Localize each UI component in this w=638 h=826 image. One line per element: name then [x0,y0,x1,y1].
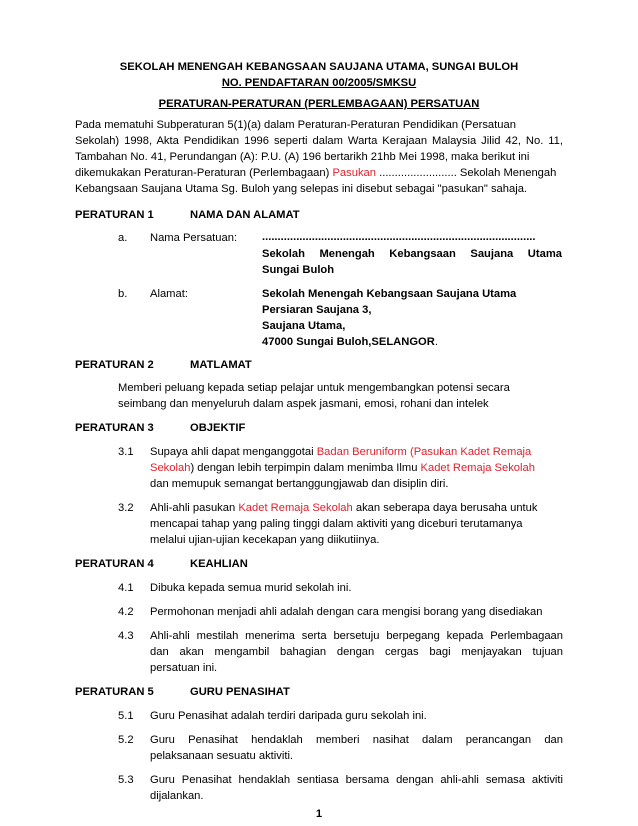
section-1-number: 1 [147,209,154,221]
section-2-line-2: seimbang dan menyeluruh dalam aspek jasmani, emosi, rohani dan intelek [118,398,489,410]
item-4-1-line-1: Dibuka kepada semua murid sekolah ini. [150,582,352,594]
item-3-2-text-2: akan seberapa daya berusaha untuk [352,502,538,514]
item-3-1-highlight-2: Sekolah [150,462,191,474]
item-5-2-line-2: pelaksanaan sesuatu aktiviti. [150,750,294,762]
item-3-2-text: Ahli-ahli pasukan [150,502,239,514]
item-3-2-number: 3.2 [118,502,134,514]
item-1b-field: Alamat: [150,288,188,300]
item-4-1-number: 4.1 [118,582,134,594]
item-5-1-number: 5.1 [118,710,134,722]
rules-title-text: PERATURAN-PERATURAN (PERLEMBAGAAN) PERSATUAN [158,98,480,110]
rule-label: PERATURAN [75,558,145,570]
item-5-2-number: 5.2 [118,734,134,746]
item-5-3-line-2: dijalankan. [150,790,204,802]
address-line-1: Sekolah Menengah Kebangsaan Saujana Utama [262,288,517,300]
section-3-label [75,420,154,436]
rule-label: PERATURAN [75,686,145,698]
item-1b-label: b. [118,288,128,300]
item-3-1-text-2: ) dengan lebih terpimpin dalam menimba Ilmu [190,462,421,474]
item-4-3-line-1: Ahli-ahli mestilah menerima serta bersetuju berpegang kepada Perlembagaan [150,630,563,642]
item-3-1-line-2 [150,460,535,476]
section-2-label [75,357,154,373]
item-4-2-line-1: Permohonan menjadi ahli adalah dengan cara mengisi borang yang disediakan [150,606,543,618]
intro-line-4 [75,165,556,181]
page-number: 1 [315,808,323,820]
item-4-3-number: 4.3 [118,630,134,642]
item-3-1-text: Supaya ahli dapat menganggotai [150,446,317,458]
item-3-1-highlight-3: Kadet Remaja Sekolah [420,462,535,474]
address-line-3: Saujana Utama, [262,320,346,332]
item-5-2-line-1: Guru Penasihat hendaklah memberi nasihat dalam perancangan dan [150,734,563,746]
item-1a-value-line-1: Sekolah Menengah Kebangsaan Saujana Utama [262,248,562,260]
item-4-3-line-3: persatuan ini. [150,662,218,674]
section-3-number: 3 [147,422,154,434]
intro-line-4-start: dikemukakan Peraturan-Peraturan (Perlembagaan) [75,167,333,179]
section-2-number: 2 [147,359,154,371]
intro-line-2: Sekolah) 1998, Akta Pendidikan 1996 seperti dalam Warta Kerajaan Malaysia Jilid 42, No. 11, [75,135,563,147]
intro-line-1: Pada mematuhi Subperaturan 5(1)(a) dalam Peraturan-Peraturan Pendidikan (Persatuan [75,119,516,131]
item-1a-value-line-2: Sungai Buloh [262,264,335,276]
section-4-number: 4 [147,558,154,570]
item-3-2-line-1 [150,500,537,516]
rule-label: PERATURAN [75,422,145,434]
item-4-2-number: 4.2 [118,606,134,618]
item-3-1-line-3: dan memupuk semangat bertanggungjawab dan disiplin diri. [150,478,449,490]
section-1-label [75,207,154,223]
item-3-2-line-2: mencapai tahap yang paling tinggi dalam aktiviti yang diceburi terutamanya [150,518,523,530]
section-5-title: GURU PENASIHAT [190,686,290,698]
item-5-3-number: 5.3 [118,774,134,786]
school-heading: SEKOLAH MENENGAH KEBANGSAAN SAUJANA UTAMA, SUNGAI BULOH [119,61,519,73]
intro-line-5: Kebangsaan Saujana Utama Sg. Buloh yang selepas ini disebut sebagai "pasukan" sahaja. [75,183,528,195]
section-2-title: MATLAMAT [190,359,252,371]
item-3-1-highlight-1: Badan Beruniform (Pasukan Kadet Remaja [316,446,532,458]
address-line-4 [262,334,438,350]
rule-label: PERATURAN [75,209,145,221]
intro-line-3: Tambahan No. 41, Perundangan (A): P.U. (A) 196 bertarikh 21hb Mei 1998, maka berikut ini [75,151,530,163]
section-4-title: KEAHLIAN [190,558,248,570]
item-1a-dots: ........................................................................................ [262,231,536,243]
section-2-line-1: Memberi peluang kepada setiap pelajar untuk mengembangkan potensi secara [118,382,510,394]
item-1a-label: a. [118,232,128,244]
rule-label: PERATURAN [75,359,145,371]
address-line-4-period: . [434,336,438,348]
item-3-1-line-1 [150,444,531,460]
registration-number [0,75,638,91]
item-3-2-highlight: Kadet Remaja Sekolah [238,502,353,514]
section-5-label [75,684,154,700]
intro-line-4-end: ......................... Sekolah Menengah [376,167,557,179]
item-1a-field: Nama Persatuan: [150,232,238,244]
address-line-2: Persiaran Saujana 3, [262,304,372,316]
item-5-1-line-1: Guru Penasihat adalah terdiri daripada guru sekolah ini. [150,710,427,722]
item-5-3-line-1: Guru Penasihat hendaklah sentiasa bersama dengan ahli-ahli semasa aktiviti [150,774,563,786]
section-3-title: OBJEKTIF [190,422,246,434]
intro-highlight-pasukan: Pasukan [332,167,376,179]
section-4-label [75,556,154,572]
item-3-2-line-3: melalui ujian-ujian kecekapan yang diikutiinya. [150,534,380,546]
item-4-3-line-2: dan akan mengambil bahagian dengan cergas bagi menjayakan tujuan [150,646,563,658]
address-line-4-text: 47000 Sungai Buloh,SELANGOR [262,336,435,348]
rules-title [0,96,638,112]
registration-text: NO. PENDAFTARAN 00/2005/SMKSU [221,77,417,89]
section-5-number: 5 [147,686,154,698]
section-1-title: NAMA DAN ALAMAT [190,209,300,221]
item-3-1-number: 3.1 [118,446,134,458]
